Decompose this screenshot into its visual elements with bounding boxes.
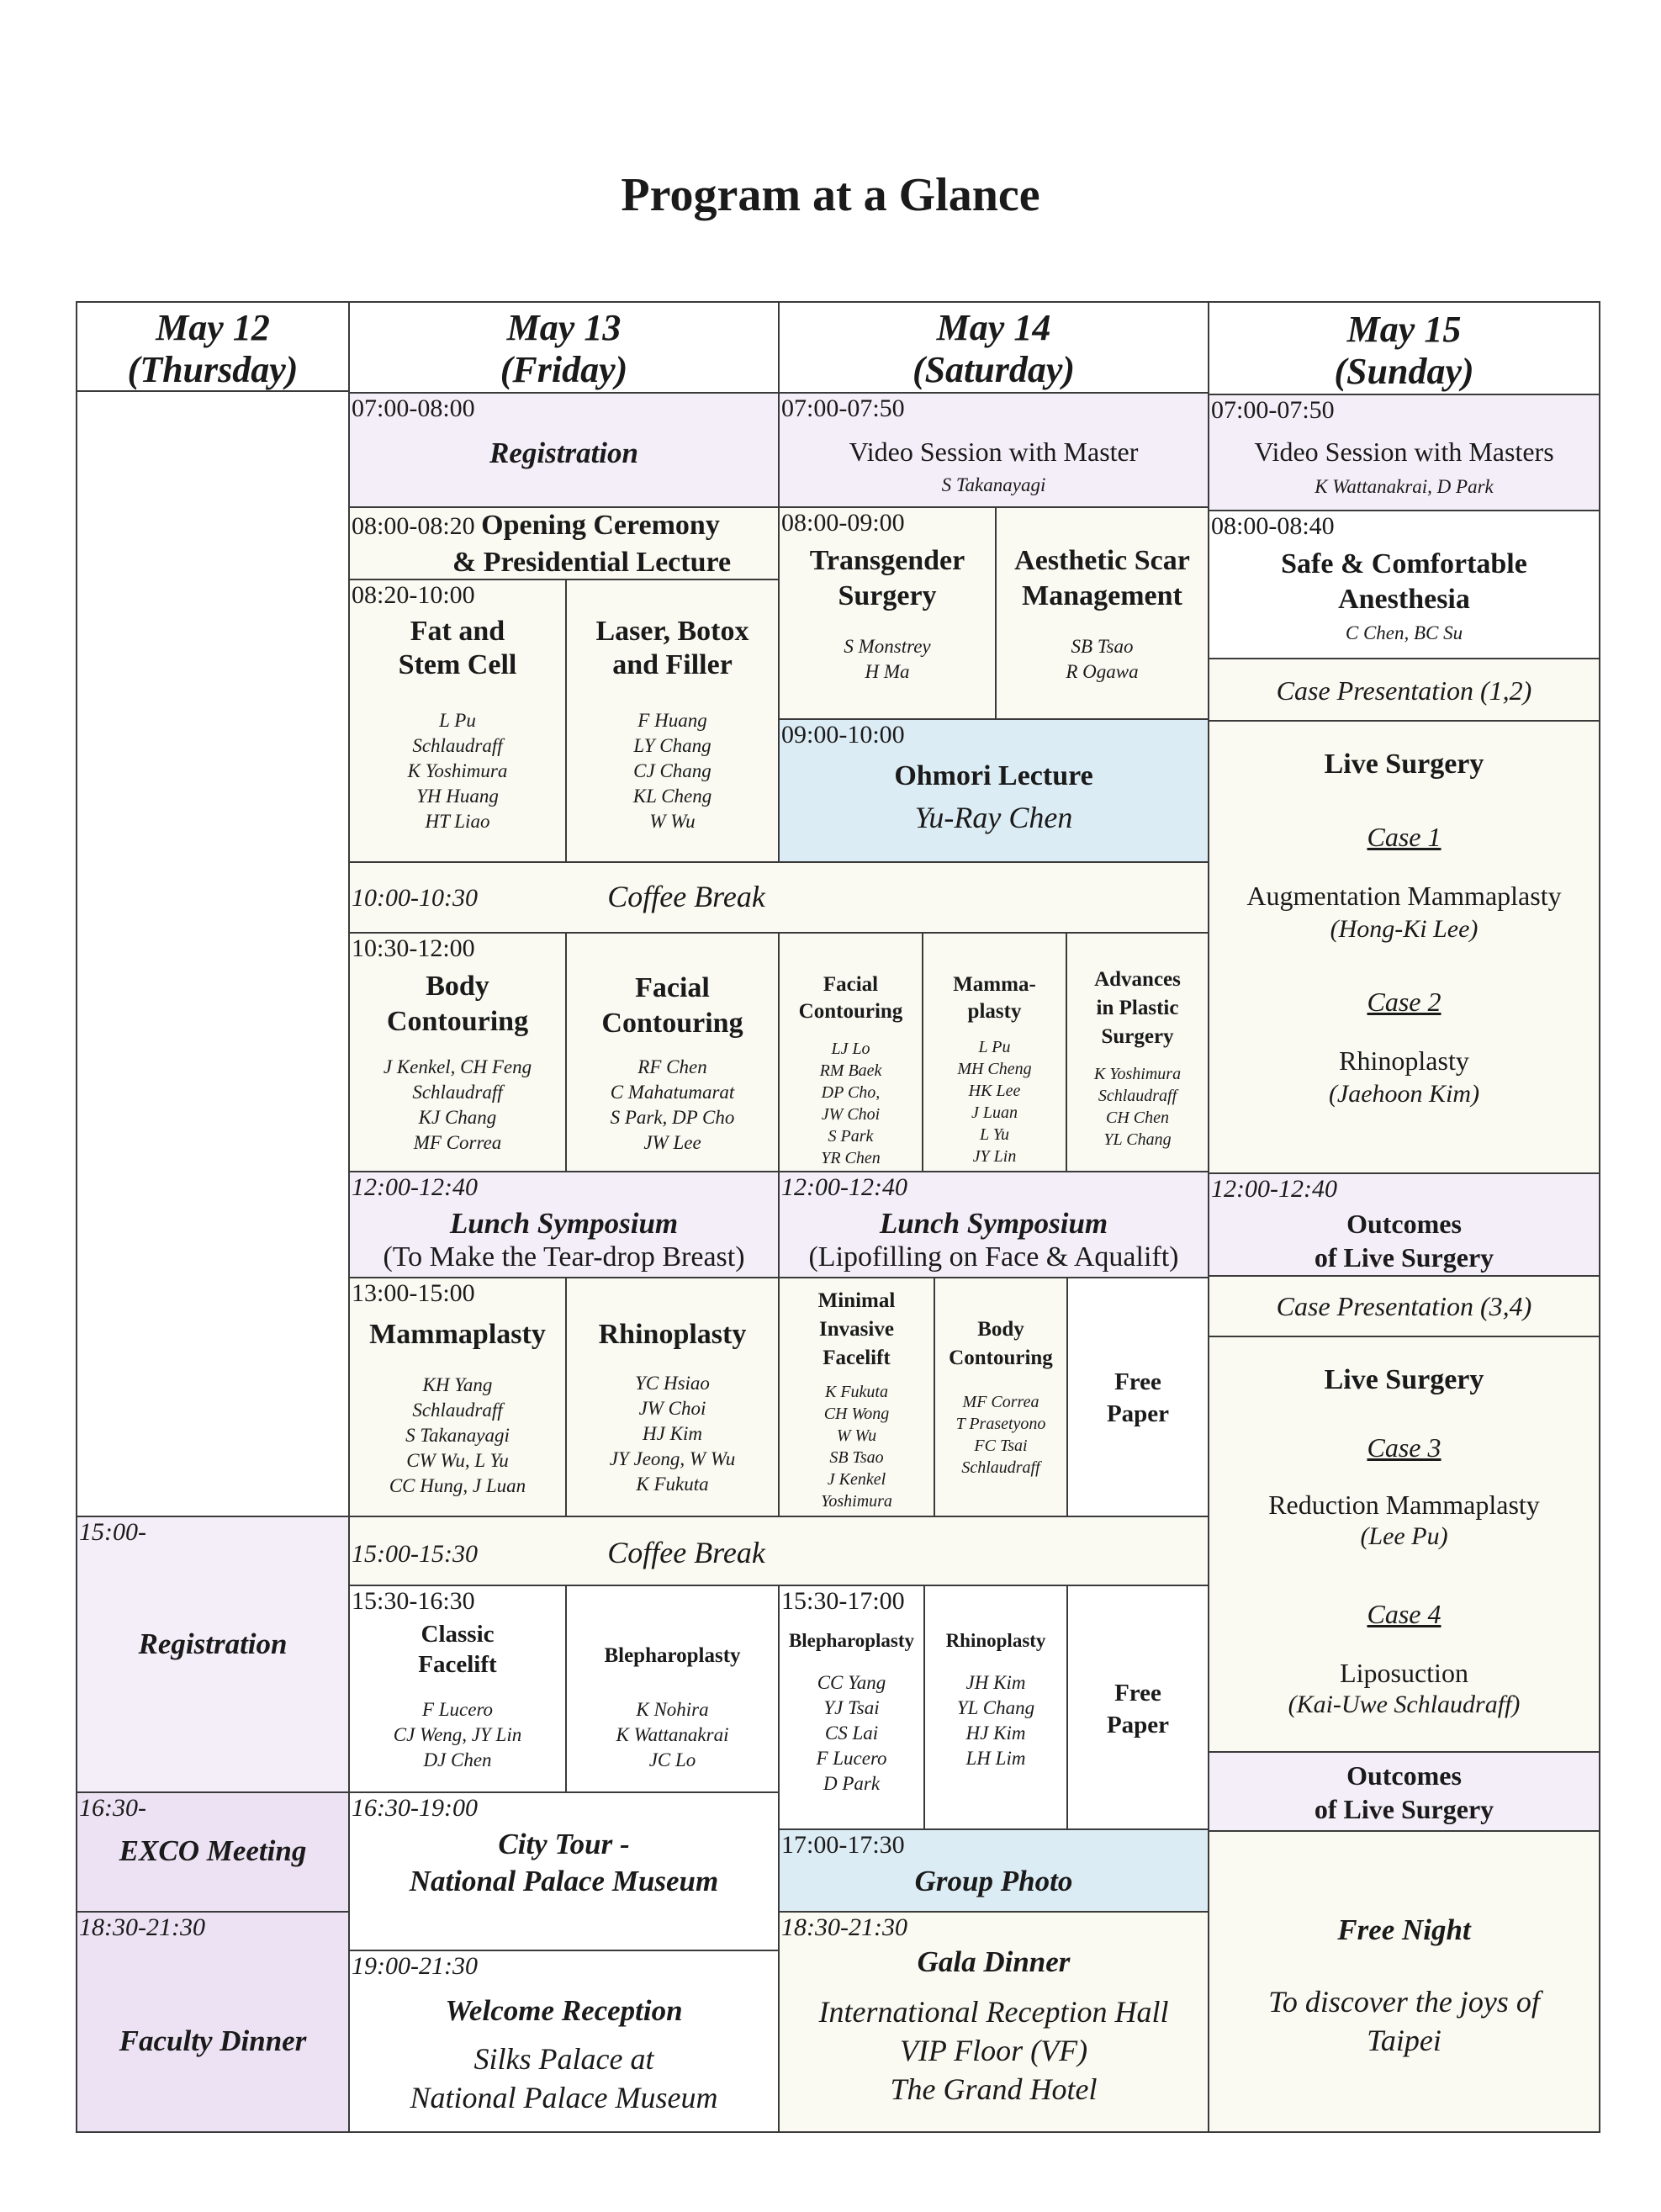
saturday-advances-plastic-surgery: Advances in Plastic Surgery K Yoshimura Schlaudraff CH Chen YL Chang [1066, 932, 1209, 1172]
sunday-case-presentation-1-2: Case Presentation (1,2) [1208, 658, 1600, 722]
sunday-outcomes-live-surgery-1: 12:00-12:40 Outcomes of Live Surgery [1208, 1172, 1600, 1277]
saturday-ohmori-lecture: 09:00-10:00 Ohmori Lecture Yu-Ray Chen [778, 718, 1209, 863]
saturday-aesthetic-scar: Aesthetic Scar Management SB Tsao R Ogawa [995, 506, 1209, 720]
friday-classic-facelift: 15:30-16:30 Classic Facelift F Lucero CJ Weng, JY Lin DJ Chen [348, 1585, 567, 1793]
saturday-group-photo: 17:00-17:30 Group Photo [778, 1828, 1209, 1913]
saturday-lunch-symposium: 12:00-12:40 Lunch Symposium (Lipofilling on Face & Aqualift) [778, 1171, 1209, 1278]
saturday-video-session: 07:00-07:50 Video Session with Master S Takanayagi [778, 392, 1209, 508]
friday-registration: 07:00-08:00 Registration [348, 392, 780, 508]
sunday-safe-anesthesia: 08:00-08:40 Safe & Comfortable Anesthesia C Chen, BC Su [1208, 510, 1600, 659]
thursday-exco-meeting: 16:30- EXCO Meeting [76, 1791, 350, 1913]
friday-mammaplasty: 13:00-15:00 Mammaplasty KH Yang Schlaudraff S Takanayagi CW Wu, L Yu CC Hung, J Luan [348, 1277, 567, 1517]
friday-facial-contouring: Facial Contouring RF Chen C Mahatumarat S Park, DP Cho JW Lee [565, 932, 780, 1172]
sunday-free-night: Free Night To discover the joys of Taipei [1208, 1830, 1600, 2133]
saturday-facial-contouring: Facial Contouring LJ Lo RM Baek DP Cho, JW Choi S Park YR Chen [778, 932, 923, 1172]
saturday-rhinoplasty: Rhinoplasty JH Kim YL Chang HJ Kim LH Lim [923, 1585, 1068, 1830]
friday-welcome-reception: 19:00-21:30 Welcome Reception Silks Palace at National Palace Museum [348, 1950, 780, 2133]
saturday-minimal-invasive-facelift: Minimal Invasive Facelift K Fukuta CH Wong W Wu SB Tsao J Kenkel Yoshimura [778, 1277, 935, 1517]
thursday-registration: 15:00- Registration [76, 1516, 350, 1793]
coffee-break-afternoon: 15:00-15:30 Coffee Break [348, 1516, 1209, 1586]
saturday-blepharoplasty: 15:30-17:00 Blepharoplasty CC Yang YJ Tsai CS Lai F Lucero D Park [778, 1585, 925, 1830]
friday-rhinoplasty: Rhinoplasty YC Hsiao JW Choi HJ Kim JY Jeong, W Wu K Fukuta [565, 1277, 780, 1517]
header-may-15: May 15 (Sunday) [1208, 301, 1600, 395]
friday-lunch-symposium: 12:00-12:40 Lunch Symposium (To Make the Tear-drop Breast) [348, 1171, 780, 1278]
thursday-empty [76, 390, 350, 1517]
page-title: Program at a Glance [621, 169, 1040, 221]
friday-laser-botox-filler: Laser, Botox and Filler F Huang LY Chang CJ Chang KL Cheng W Wu [565, 579, 780, 863]
sunday-live-surgery-2: Live Surgery Case 3 Reduction Mammaplasty (Lee Pu) Case 4 Liposuction (Kai-Uwe Schlaudraff) [1208, 1336, 1600, 1753]
saturday-transgender-surgery: 08:00-09:00 Transgender Surgery S Monstrey H Ma [778, 506, 997, 720]
header-may-12: May 12 (Thursday) [76, 301, 350, 392]
sunday-case-presentation-3-4: Case Presentation (3,4) [1208, 1275, 1600, 1337]
header-may-13: May 13 (Friday) [348, 301, 780, 394]
friday-blepharoplasty: Blepharoplasty K Nohira K Wattanakrai JC Lo [565, 1585, 780, 1793]
header-may-14: May 14 (Saturday) [778, 301, 1209, 394]
saturday-free-paper-1: Free Paper [1066, 1277, 1209, 1517]
friday-city-tour: 16:30-19:00 City Tour - National Palace Museum [348, 1791, 780, 1951]
saturday-free-paper-2: Free Paper [1066, 1585, 1209, 1830]
thursday-faculty-dinner: 18:30-21:30 Faculty Dinner [76, 1911, 350, 2133]
sunday-outcomes-live-surgery-2: Outcomes of Live Surgery [1208, 1751, 1600, 1832]
sunday-video-session: 07:00-07:50 Video Session with Masters K Wattanakrai, D Park [1208, 394, 1600, 511]
friday-fat-stem-cell: 08:20-10:00 Fat and Stem Cell L Pu Schlaudraff K Yoshimura YH Huang HT Liao [348, 579, 567, 863]
friday-opening-ceremony: 08:00-08:20 Opening Ceremony & Presidential Lecture [348, 506, 780, 580]
saturday-mammaplasty: Mamma- plasty L Pu MH Cheng HK Lee J Luan L Yu JY Lin [922, 932, 1067, 1172]
coffee-break-morning: 10:00-10:30 Coffee Break [348, 861, 1209, 934]
saturday-body-contouring: Body Contouring MF Correa T Prasetyono FC Tsai Schlaudraff [934, 1277, 1068, 1517]
sunday-live-surgery-1: Live Surgery Case 1 Augmentation Mammaplasty (Hong-Ki Lee) Case 2 Rhinoplasty (Jaehoon Kim) [1208, 720, 1600, 1174]
saturday-gala-dinner: 18:30-21:30 Gala Dinner International Reception Hall VIP Floor (VF) The Grand Hotel [778, 1911, 1209, 2133]
friday-body-contouring: 10:30-12:00 Body Contouring J Kenkel, CH Feng Schlaudraff KJ Chang MF Correa [348, 932, 567, 1172]
